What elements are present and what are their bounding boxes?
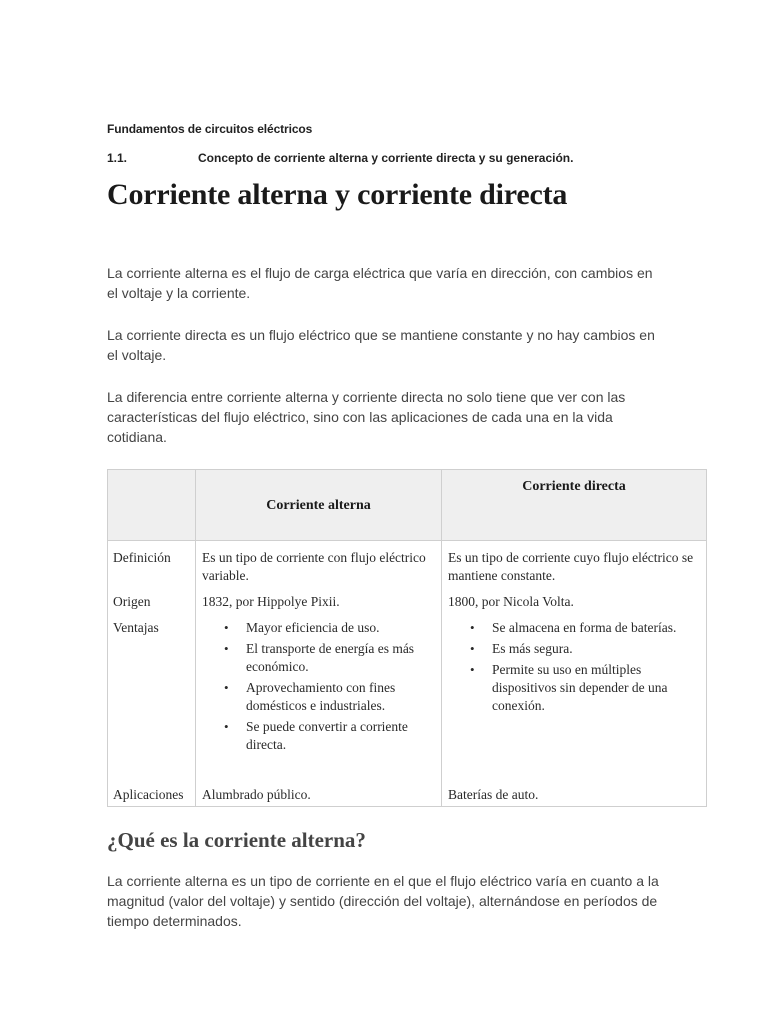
list-item: • Se almacena en forma de baterías. — [492, 619, 700, 637]
cell-origen-directa: 1800, por Nicola Volta. — [442, 589, 707, 615]
cell-definicion-directa: Es un tipo de corriente cuyo flujo eléctrico se mantiene constante. — [442, 541, 707, 590]
section-title: Concepto de corriente alterna y corriente directa y su generación. — [198, 151, 574, 165]
cell-ventajas-alterna — [196, 615, 442, 782]
table-row — [108, 589, 707, 615]
table-header-empty — [108, 470, 196, 541]
cell-ventajas-directa — [442, 615, 707, 782]
cell-aplicaciones-directa: Baterías de auto. — [442, 782, 707, 806]
section-subtitle: ¿Qué es la corriente alterna? — [107, 828, 366, 852]
paragraph-dc-definition: La corriente directa es un flujo eléctrico que se mantiene constante y no hay cambios en el voltaje. — [107, 327, 655, 363]
table-header-alterna: Corriente alterna — [196, 470, 442, 541]
page-title: Corriente alterna y corriente directa — [107, 178, 568, 211]
ventajas-alterna-list — [202, 619, 435, 754]
row-label-ventajas: Ventajas — [108, 615, 196, 782]
row-label-origen: Origen — [108, 589, 196, 615]
table-row — [108, 615, 707, 782]
table-row — [108, 782, 707, 806]
row-label-definicion: Definición — [108, 541, 196, 590]
table-header-row — [108, 470, 707, 541]
row-label-aplicaciones: Aplicaciones — [108, 782, 196, 806]
ventajas-directa-list — [448, 619, 700, 715]
comparison-table — [107, 469, 707, 807]
list-item: • Se puede convertir a corriente directa. — [246, 718, 435, 754]
document-kicker: Fundamentos de circuitos eléctricos — [107, 122, 313, 136]
table-row — [108, 541, 707, 590]
paragraph-difference: La diferencia entre corriente alterna y corriente directa no solo tiene que ver con las características del flujo eléctrico, sino con las aplicaciones de cada una en la vida cotidiana. — [107, 389, 626, 445]
table-header-directa: Corriente directa — [442, 470, 707, 541]
section-number: 1.1. — [107, 151, 128, 165]
list-item: • Permite su uso en múltiples dispositivos sin depender de una conexión. — [492, 661, 700, 715]
list-item: • Aprovechamiento con fines domésticos e industriales. — [246, 679, 435, 715]
cell-origen-alterna: 1832, por Hippolye Pixii. — [196, 589, 442, 615]
list-item: • Mayor eficiencia de uso. — [246, 619, 435, 637]
list-item: • El transporte de energía es más económico. — [246, 640, 435, 676]
list-item: • Es más segura. — [492, 640, 700, 658]
paragraph-ac-definition: La corriente alterna es el flujo de carga eléctrica que varía en dirección, con cambios en el voltaje y la corriente. — [107, 265, 653, 301]
cell-aplicaciones-alterna: Alumbrado público. — [196, 782, 442, 806]
cell-definicion-alterna: Es un tipo de corriente con flujo eléctrico variable. — [196, 541, 442, 590]
paragraph-ac-explanation: La corriente alterna es un tipo de corriente en el que el flujo eléctrico varía en cuanto a la magnitud (valor del voltaje) y sentido (dirección del voltaje), alternándose en períodos de tiempo determinados. — [107, 873, 659, 929]
